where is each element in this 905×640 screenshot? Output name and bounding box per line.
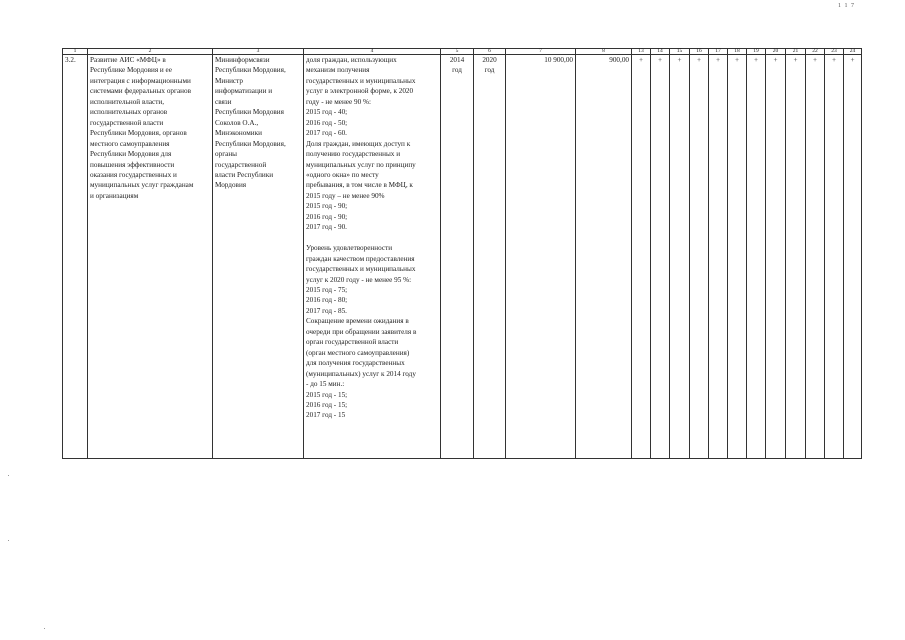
mark-col-19: + [747,55,766,459]
scan-speck [44,628,45,629]
total-funding: 10 900,00 [506,55,576,459]
col-header-22: 22 [806,49,825,55]
mark-col-17: + [709,55,728,459]
col-header-23: 23 [825,49,844,55]
mark-col-18: + [728,55,747,459]
scan-speck [8,475,9,476]
mark-col-23: + [825,55,844,459]
col-header-18: 18 [728,49,747,55]
program-activities-table [62,48,862,459]
col-header-19: 19 [747,49,766,55]
start-year: 2014 год [441,55,474,459]
mark-col-24: + [844,55,862,459]
col-header-15: 15 [670,49,690,55]
mark-col-16: + [690,55,709,459]
responsible-executor: Мининформсвязи Республики Мордовия, Министр информатизации и связи Республики Мордовия Соколов О.А., Минэкономики Республики Мордовия, органы государственной власти Республики Мордовия [213,55,304,459]
col-header-4: 4 [304,49,441,55]
mark-col-14: + [651,55,670,459]
col-header-5: 5 [441,49,474,55]
col-header-1: 1 [63,49,88,55]
mark-col-15: + [670,55,690,459]
col-header-2: 2 [88,49,213,55]
col-header-14: 14 [651,49,670,55]
mark-col-21: + [786,55,806,459]
col-header-6: 6 [474,49,506,55]
col-header-21: 21 [786,49,806,55]
col-header-7: 7 [506,49,576,55]
scan-speck [8,540,9,541]
end-year: 2020 год [474,55,506,459]
col-header-8: 8 [576,49,632,55]
col-header-24: 24 [844,49,862,55]
col-header-3: 3 [213,49,304,55]
activity-name: Развитие АИС «МФЦ» в Республике Мордовия и ее интеграция с информационными системами федеральных органов исполнительной власти, исполнительных органов государственной власти Республики Мордовия, органов местного самоуправления Республики Мордовия для повышения эффективности оказания государственных и муниципальных услуг гражданам и организациям [88,55,213,459]
mark-col-22: + [806,55,825,459]
row-number: 3.2. [63,55,88,459]
table-row [63,55,862,459]
col-header-20: 20 [766,49,786,55]
col-header-13: 13 [632,49,651,55]
col-header-17: 17 [709,49,728,55]
year-funding: 900,00 [576,55,632,459]
mark-col-13: + [632,55,651,459]
mark-col-20: + [766,55,786,459]
page-number-marker: 1 1 7 [838,3,855,9]
target-indicators: доля граждан, использующих механизм получения государственных и муниципальных услуг в электронной форме, к 2020 году - не менее 90 %: 2015 год - 40; 2016 год - 50; 2017 год - 60. Доля граждан, имеющих доступ к получению государственных и муниципальных услуг по принципу «одного окна» по месту пребывания, в том числе в МФЦ, к 2015 году – не менее 90% 2015 год - 90; 2016 год - 90; 2017 год - 90. Уровень удовлетворенности граждан качеством предоставления государственных и муниципальных услуг к 2020 году - не менее 95 %: 2015 год - 75; 2016 год - 80; 2017 год - 85. Сокращение времени ожидания в очереди при обращении заявителя в орган государственной власти (орган местного самоуправления) для получения государственных (муниципальных) услуг к 2014 году - до 15 мин.: 2015 год - 15; 2016 год - 15; 2017 год - 15 [304,55,441,459]
col-header-16: 16 [690,49,709,55]
